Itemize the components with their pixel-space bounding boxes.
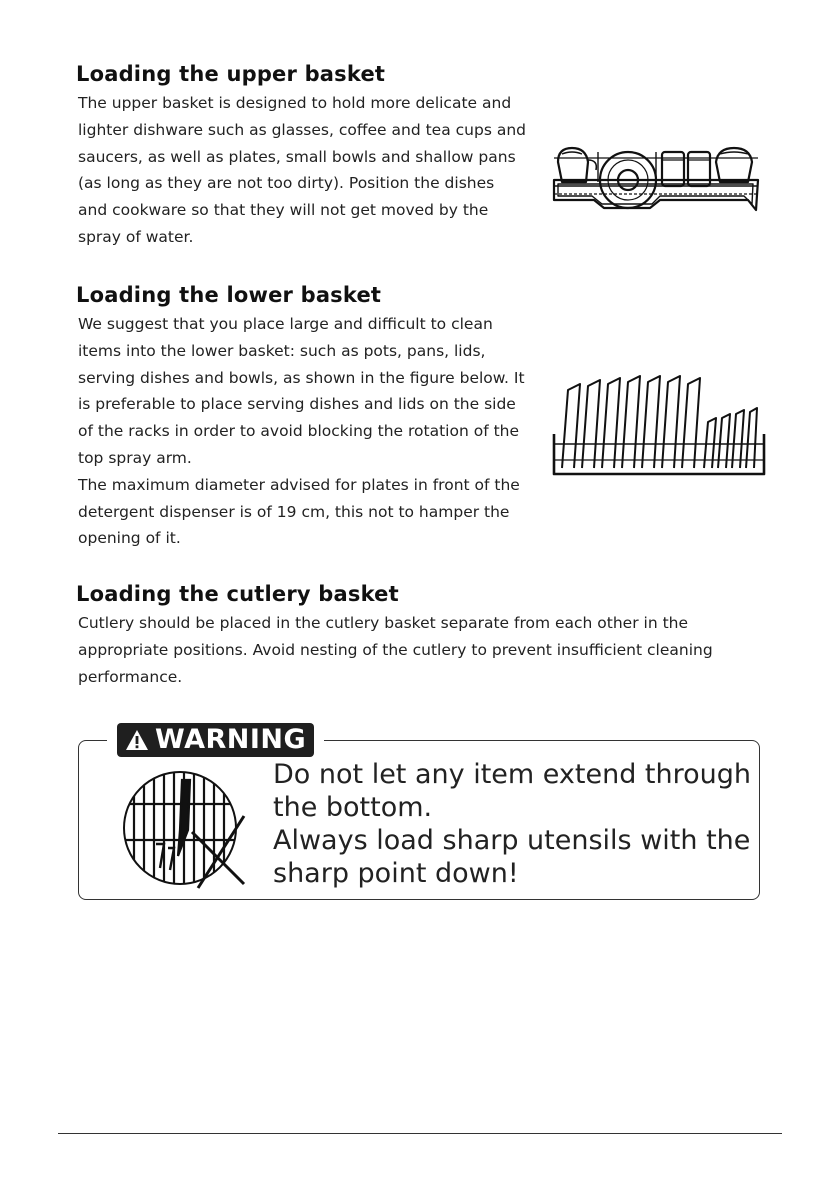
text-line: appropriate positions. Avoid nesting of the cutlery to prevent insufficient cleaning: [78, 640, 713, 659]
text-line: and cookware so that they will not get moved by the: [78, 201, 489, 220]
upper-basket-illustration: [548, 138, 762, 220]
cutlery-basket-section: [76, 582, 713, 690]
text-line: performance.: [78, 667, 183, 686]
text-line: items into the lower basket: such as pots, pans, lids,: [78, 341, 486, 360]
text-line: top spray arm.: [78, 448, 192, 467]
warning-line: the bottom.: [273, 792, 433, 823]
warning-line: Do not let any item extend through: [273, 759, 752, 790]
text-line: The upper basket is designed to hold more delicate and: [78, 94, 512, 112]
upper-basket-text: [78, 90, 526, 251]
warning-label-text: WARNING: [155, 724, 307, 755]
text-line: (as long as they are not too dirty). Position the dishes: [78, 174, 495, 193]
upper-basket-section: [76, 62, 526, 251]
text-line: spray of water.: [78, 227, 194, 246]
text-line: detergent dispenser is of 19 cm, this not to hamper the: [78, 502, 510, 521]
cutlery-basket-text: [78, 610, 713, 690]
sharp-utensil-illustration: [120, 766, 252, 890]
lower-basket-heading: Loading the lower basket: [76, 283, 382, 307]
text-line: serving dishes and bowls, as shown in the figure below. It: [78, 368, 525, 387]
text-line: of the racks in order to avoid blocking the rotation of the: [78, 422, 520, 441]
lower-basket-illustration: [552, 372, 766, 476]
footer-divider: [58, 1133, 782, 1134]
lower-basket-section: [76, 283, 525, 552]
text-line: saucers, as well as plates, small bowls and shallow pans: [78, 147, 516, 166]
text-line: lighter dishware such as glasses, coffee and tea cups and: [78, 120, 526, 139]
warning-line: Always load sharp utensils with the: [273, 825, 751, 856]
cutlery-basket-heading: Loading the cutlery basket: [76, 582, 399, 606]
text-line: We suggest that you place large and difficult to clean: [78, 315, 493, 333]
upper-basket-heading: Loading the upper basket: [76, 62, 386, 86]
text-line: is preferable to place serving dishes and lids on the side: [78, 395, 516, 414]
warning-line: sharp point down!: [273, 858, 519, 889]
text-line: The maximum diameter advised for plates in front of the: [78, 475, 520, 494]
warning-text: [273, 758, 751, 890]
text-line: Cutlery should be placed in the cutlery basket separate from each other in the: [78, 614, 689, 632]
text-line: opening of it.: [78, 529, 181, 548]
lower-basket-text: [78, 311, 525, 552]
warning-triangle-icon: [125, 729, 149, 751]
warning-label: [117, 723, 314, 757]
